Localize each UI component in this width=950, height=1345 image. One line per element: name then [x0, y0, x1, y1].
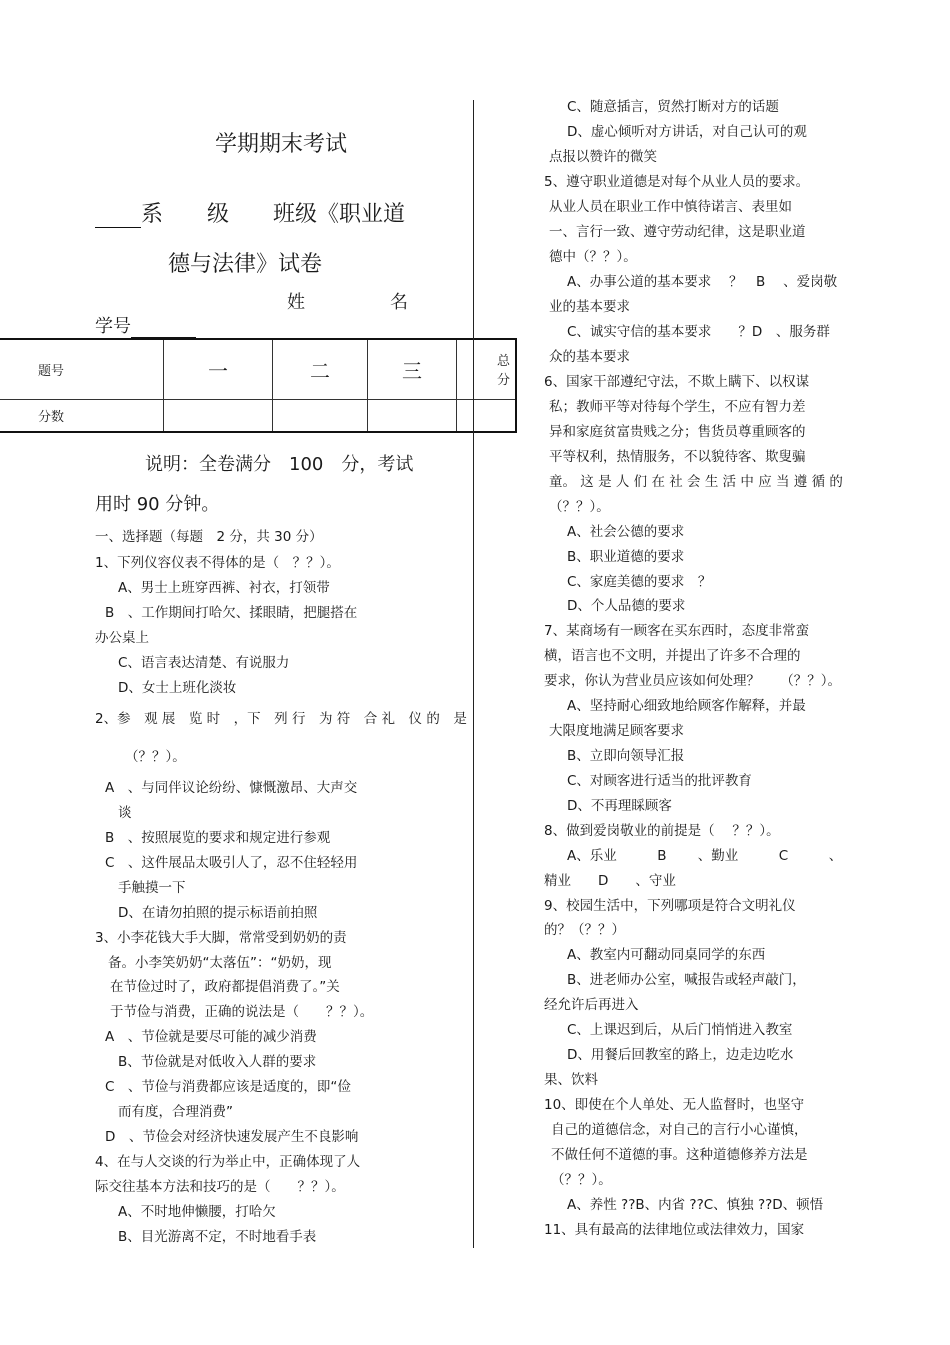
question-text: （？？）。	[549, 499, 610, 515]
question-text: 6、国家干部遵纪守法，不欺上瞒下、以权谋	[544, 374, 810, 390]
option-text: 办公桌上	[95, 630, 149, 646]
question-text: （？？）。	[551, 1172, 612, 1188]
student-number-blank[interactable]	[131, 317, 196, 338]
option-text: D、虚心倾听对方讲话，对自己认可的观	[567, 124, 807, 140]
question-text: 10、即使在个人单处、无人监督时，也坚守	[544, 1097, 805, 1113]
question-text: 要求，你认为营业员应该如何处理？ （？？）。	[544, 673, 841, 689]
option-text: C、上课迟到后，从后门悄悄进入教室	[567, 1022, 793, 1038]
option-text: C 、这件展品太吸引人了，忍不住轻轻用	[105, 855, 358, 871]
option-text: D 、节俭会对经济快速发展产生不良影响	[105, 1129, 359, 1145]
total-header: 总分	[457, 339, 517, 399]
question-text: （？？）。	[125, 749, 186, 765]
option-text: A、坚持耐心细致地给顾客作解释，并最	[567, 698, 806, 714]
score-row-label: 分数	[0, 399, 164, 432]
exam-title: 学期期末考试	[215, 132, 348, 157]
option-text: B、立即向领导汇报	[567, 748, 685, 764]
question-text: 童。 这 是 人 们 在 社 会 生 活 中 应 当 遵 循 的	[549, 474, 843, 490]
option-text: C、诚实守信的基本要求 ？D 、服务群	[567, 324, 830, 340]
option-text: D、女士上班化淡妆	[118, 680, 237, 696]
name-label: 姓	[287, 292, 305, 313]
option-text: A、教室内可翻动同桌同学的东西	[567, 947, 766, 963]
department-line	[95, 197, 405, 228]
student-number	[95, 312, 196, 338]
question-no-header: 题号	[0, 339, 164, 399]
option-text: 众的基本要求	[549, 349, 630, 365]
option-text: B、进老师办公室，喊报告或轻声敲门，	[567, 972, 806, 988]
score-cell-1[interactable]	[164, 399, 273, 432]
question-text: 2、参 观 展 览 时 ，下 列 行 为 符 合 礼 仪 的 是	[95, 711, 467, 727]
question-text: 的？（？？）	[544, 922, 625, 938]
section-2-header: 二	[273, 339, 368, 399]
section-heading: 一、选择题（每题 2 分，共 30 分）	[95, 529, 323, 545]
option-text: C、语言表达清楚、有说服力	[118, 655, 290, 671]
question-text: 不做任何不道德的事。这种道德修养方法是	[551, 1147, 808, 1163]
score-cell-total[interactable]	[457, 399, 517, 432]
instructions-line-1: 说明：全卷满分 100 分，考试	[145, 454, 414, 475]
department-blank[interactable]	[95, 203, 141, 228]
option-text: D、用餐后回教室的路上，边走边吃水	[567, 1047, 794, 1063]
score-table-header-row	[0, 339, 516, 399]
question-text: 横，语言也不文明，并提出了许多不合理的	[544, 648, 801, 664]
option-text: A、社会公德的要求	[567, 524, 685, 540]
question-text: 际交往基本方法和技巧的是（ ？？）。	[95, 1179, 345, 1195]
option-text: A、养性 ??B、内省 ??C、慎独 ??D、顿悟	[567, 1197, 824, 1213]
question-text: 从业人员在职业工作中慎待诺言、表里如	[549, 199, 792, 215]
option-text: D、不再理睬顾客	[567, 798, 672, 814]
score-cell-3[interactable]	[368, 399, 457, 432]
question-text: 异和家庭贫富贵贱之分；售货员尊重顾客的	[549, 424, 806, 440]
section-1-header: 一	[164, 339, 273, 399]
question-text: 在节俭过时了，政府都提倡消费了。”关	[110, 979, 340, 995]
score-table-score-row	[0, 399, 516, 432]
paper-name: 德与法律》试卷	[168, 252, 323, 277]
option-text: 而有度，合理消费”	[118, 1104, 233, 1120]
option-text: 业的基本要求	[549, 299, 630, 315]
question-text: 平等权利，热情服务，不以貌待客、欺叟骗	[549, 449, 806, 465]
option-text: A 、节俭就是要尽可能的减少消费	[105, 1029, 317, 1045]
instructions-line-2: 用时 90 分钟。	[95, 494, 220, 515]
name-label-2: 名	[390, 292, 408, 313]
department-line-text: 系 级 班级《职业道	[141, 202, 406, 227]
question-text: 4、在与人交谈的行为举止中，正确体现了人	[95, 1154, 361, 1170]
column-divider	[473, 100, 474, 1248]
option-text: C、家庭美德的要求 ？	[567, 574, 712, 590]
option-text: A、男士上班穿西裤、衬衣，打领带	[118, 580, 330, 596]
option-text: C、随意插言，贸然打断对方的话题	[567, 99, 779, 115]
option-text: B、目光游离不定，不时地看手表	[118, 1229, 317, 1245]
question-text: 8、做到爱岗敬业的前提是（ ？？）。	[544, 823, 780, 839]
question-text: 5、遵守职业道德是对每个从业人员的要求。	[544, 174, 810, 190]
option-text: A、不时地伸懒腰，打哈欠	[118, 1204, 276, 1220]
option-text: B、节俭就是对低收入人群的要求	[118, 1054, 317, 1070]
option-text: 果、饮料	[544, 1072, 598, 1088]
option-text: C 、节俭与消费都应该是适度的，即“俭	[105, 1079, 351, 1095]
question-text: 1、下列仪容仪表不得体的是（ ？？）。	[95, 555, 340, 571]
option-text: C、对顾客进行适当的批评教育	[567, 773, 752, 789]
option-text: D、在请勿拍照的提示标语前拍照	[118, 905, 318, 921]
question-text: 私；教师平等对待每个学生，不应有智力差	[549, 399, 806, 415]
question-text: 备。小李笑奶奶“太落伍”：“奶奶，现	[108, 955, 332, 971]
question-text: 7、某商场有一顾客在买东西时，态度非常蛮	[544, 623, 810, 639]
option-text: 经允许后再进入	[544, 997, 639, 1013]
option-text: 谈	[118, 805, 132, 821]
student-number-label: 学号	[95, 316, 131, 337]
section-3-header: 三	[368, 339, 457, 399]
score-cell-2[interactable]	[273, 399, 368, 432]
question-text: 11、具有最高的法律地位或法律效力，国家	[544, 1222, 805, 1238]
question-text: 德中（？？）。	[549, 249, 637, 265]
question-text: 9、校园生活中，下列哪项是符合文明礼仪	[544, 898, 796, 914]
question-text: 自己的道德信念，对自己的言行小心谨慎，	[551, 1122, 808, 1138]
option-text: B、职业道德的要求	[567, 549, 685, 565]
option-text: 精业 D 、守业	[544, 873, 676, 889]
option-text: A 、与同伴议论纷纷、慷慨激昂、大声交	[105, 780, 358, 796]
question-text: 一、言行一致、遵守劳动纪律，这是职业道	[549, 224, 806, 240]
question-text: 3、小李花钱大手大脚，常常受到奶奶的责	[95, 930, 347, 946]
option-text: 大限度地满足顾客要求	[549, 723, 684, 739]
option-text: A、办事公道的基本要求 ？ B 、爱岗敬	[567, 274, 838, 290]
question-text: 于节俭与消费，正确的说法是（ ？？）。	[110, 1004, 374, 1020]
option-text: 手触摸一下	[118, 880, 186, 896]
score-table	[0, 338, 517, 433]
option-text: B 、工作期间打哈欠、揉眼睛，把腿搭在	[105, 605, 358, 621]
option-text: B 、按照展览的要求和规定进行参观	[105, 830, 331, 846]
option-text: A、乐业 B 、勤业 C 、	[567, 848, 843, 864]
option-text: 点报以赞许的微笑	[549, 149, 657, 165]
option-text: D、个人品德的要求	[567, 598, 686, 614]
